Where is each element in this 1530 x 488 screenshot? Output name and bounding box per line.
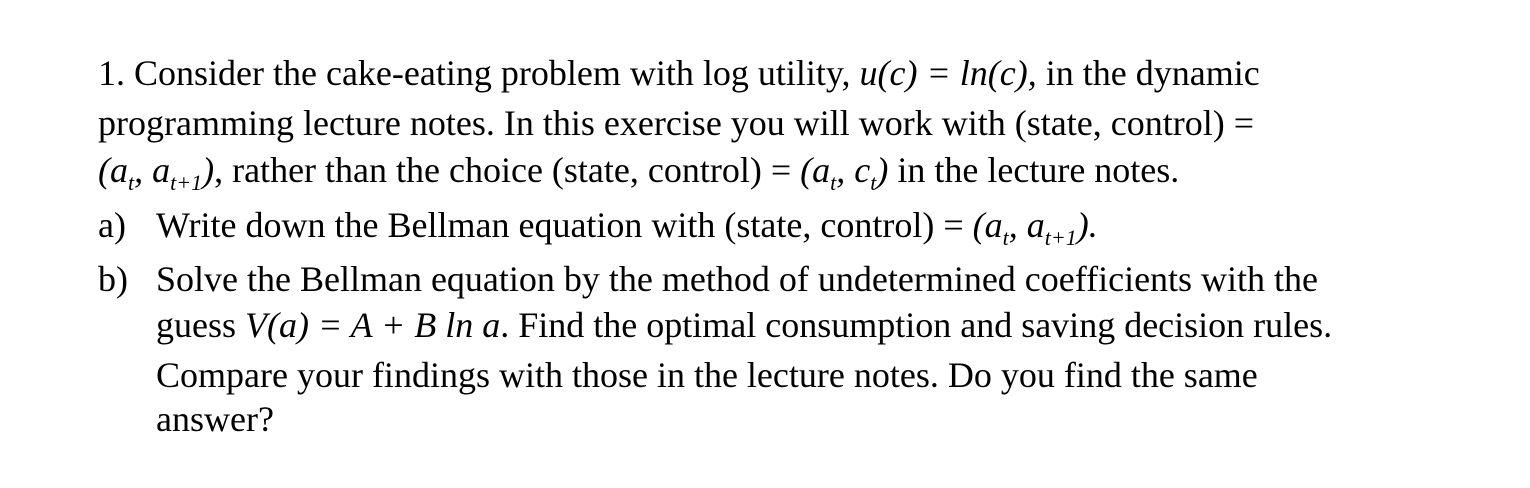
part-b-line-1: Solve the Bellman equation by the method of undetermined coefficients with the (156, 259, 1319, 299)
state-control-pair-c: ($a_t$, $c_t$) (800, 150, 889, 195)
problem-line-3-end: in the lecture notes. (897, 150, 1180, 190)
problem-intro-text-end: in the dynamic (1045, 53, 1260, 93)
part-b-line-2-text: . Find the optimal consumption and saving decision rules. (500, 305, 1333, 345)
problem-number: 1. (98, 53, 125, 93)
problem-intro-text: Consider the cake-eating problem with log utility, (134, 53, 851, 93)
part-a-text: Write down the Bellman equation with (state, control) = (156, 205, 964, 245)
problem-line-2-text: programming lecture notes. In this exercise you will work with (state, control) = (98, 103, 1255, 143)
part-a-state-control-pair: ($a_t$, $a_{t+1}$). (972, 205, 1098, 250)
problem-line-3 (98, 148, 1180, 195)
part-a-label: a) (98, 205, 126, 245)
part-b-line-4: answer? (156, 399, 274, 439)
state-control-pair-a: ($a_t$, $a_{t+1}$) (98, 150, 215, 195)
part-b-line-2 (156, 303, 1332, 347)
part-b-line-3: Compare your findings with those in the lecture notes. Do you find the same (156, 355, 1258, 395)
guess-formula: V(a) = A + B ln a (245, 305, 501, 345)
problem-line-1 (98, 51, 1260, 95)
problem-line-2 (98, 101, 1254, 145)
problem-line-3-text: , rather than the choice (state, control) = (214, 150, 792, 190)
part-a-text-line (156, 203, 1098, 250)
part-b-label: b) (98, 259, 128, 299)
utility-formula: u(c) = ln(c), (859, 53, 1037, 93)
part-b-guess-word: guess (156, 305, 236, 345)
